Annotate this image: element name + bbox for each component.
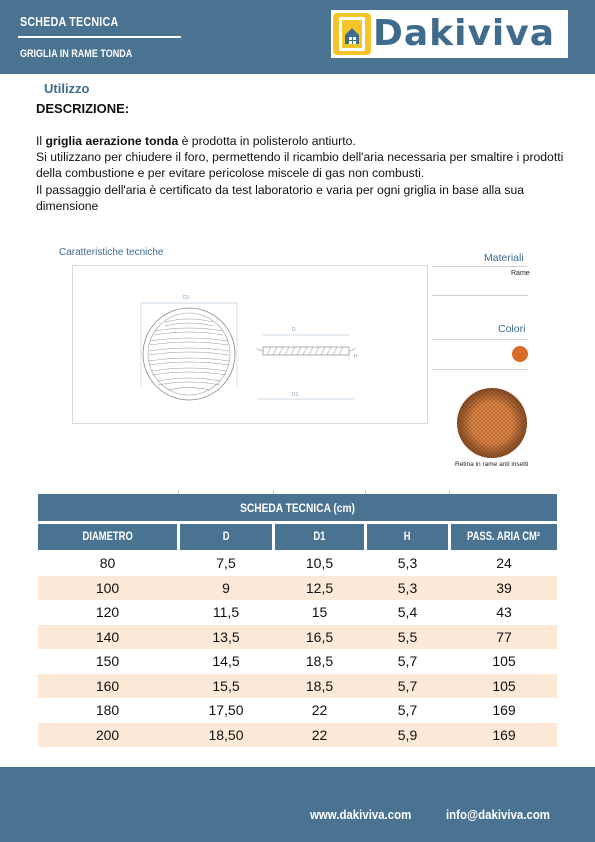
table-row bbox=[38, 698, 557, 722]
dim-d1-top: D1 bbox=[183, 295, 190, 301]
header-pass-aria bbox=[451, 524, 557, 550]
table-row bbox=[38, 625, 557, 649]
header-d bbox=[180, 524, 272, 550]
page-header bbox=[0, 0, 595, 74]
description-text: Il bbox=[36, 134, 46, 148]
title-divider bbox=[18, 36, 181, 38]
divider bbox=[432, 369, 528, 370]
divider bbox=[432, 295, 528, 296]
technical-label: Caratteristiche tecniche bbox=[59, 247, 164, 258]
description-line-3: Il passaggio dell'aria è certificato da test laboratorio e varia per ogni griglia in base alla sua dimensione bbox=[36, 182, 525, 213]
table-row bbox=[38, 576, 557, 600]
description-line-1 bbox=[36, 133, 571, 149]
cell-h: 5,4 bbox=[397, 604, 418, 620]
cell-diametro: 160 bbox=[95, 678, 120, 694]
cell-d1: 18,5 bbox=[305, 678, 334, 694]
page-footer bbox=[0, 767, 595, 842]
cell-pass-aria: 169 bbox=[492, 702, 516, 718]
description-line-2: Si utilizzano per chiudere il foro, permettendo il ricambio dell'aria necessaria per smaltire i prodotti della combustione e per evitare pericolose miscele di gas non combusti. bbox=[36, 150, 564, 181]
materials-label: Materiali bbox=[484, 252, 524, 264]
product-name-bold: griglia aerazione tonda bbox=[45, 134, 179, 148]
copper-mesh-image bbox=[456, 387, 528, 459]
header-label: PASS. ARIA CM² bbox=[467, 531, 541, 543]
table-title-bar bbox=[38, 494, 557, 521]
dim-h: H bbox=[354, 354, 358, 360]
table-title: SCHEDA TECNICA (cm) bbox=[240, 501, 355, 515]
email-link[interactable]: info@dakiviva.com bbox=[446, 807, 550, 822]
cell-pass-aria: 39 bbox=[496, 580, 512, 596]
dim-d: D bbox=[292, 327, 296, 333]
table-row bbox=[38, 649, 557, 673]
mesh-caption: Retina in rame anti insetti bbox=[455, 461, 529, 468]
cell-pass-aria: 105 bbox=[492, 678, 516, 694]
table-row bbox=[38, 600, 557, 624]
cell-d: 18,50 bbox=[208, 727, 244, 743]
copper-color-swatch bbox=[512, 346, 528, 362]
cell-diametro: 150 bbox=[95, 653, 120, 669]
cell-d1: 22 bbox=[311, 727, 328, 743]
document-title: SCHEDA TECNICA bbox=[20, 14, 119, 29]
description-heading: DESCRIZIONE: bbox=[36, 101, 130, 116]
cell-d1: 18,5 bbox=[305, 653, 334, 669]
cell-d: 17,50 bbox=[208, 702, 244, 718]
divider bbox=[432, 266, 528, 267]
cell-h: 5,9 bbox=[397, 727, 418, 743]
cell-d1: 22 bbox=[311, 702, 328, 718]
header-d1 bbox=[275, 524, 364, 550]
materials-value: Rame bbox=[511, 270, 530, 277]
cell-pass-aria: 43 bbox=[496, 604, 512, 620]
cell-d: 13,5 bbox=[212, 629, 240, 645]
cell-h: 5,5 bbox=[397, 629, 418, 645]
cell-d1: 16,5 bbox=[305, 629, 334, 645]
header-h bbox=[367, 524, 448, 550]
technical-drawing bbox=[72, 265, 428, 424]
cell-d: 9 bbox=[222, 580, 230, 596]
table-header-row bbox=[38, 524, 557, 550]
dim-d1-bottom: D1 bbox=[292, 392, 299, 398]
cell-d: 14,5 bbox=[212, 653, 240, 669]
cell-diametro: 140 bbox=[95, 629, 120, 645]
cell-h: 5,7 bbox=[397, 702, 418, 718]
section-title: Utilizzo bbox=[44, 81, 90, 96]
website-link[interactable]: www.dakiviva.com bbox=[310, 807, 412, 822]
table-row bbox=[38, 674, 557, 698]
product-subtitle: GRIGLIA IN RAME TONDA bbox=[20, 48, 133, 60]
cell-pass-aria: 169 bbox=[492, 727, 516, 743]
grille-drawing bbox=[73, 266, 427, 423]
cell-diametro: 120 bbox=[95, 604, 120, 620]
table-row bbox=[38, 551, 557, 575]
colors-label: Colori bbox=[498, 323, 526, 335]
description-body bbox=[36, 133, 571, 214]
header-diametro bbox=[38, 524, 177, 550]
header-label: D1 bbox=[313, 531, 326, 543]
cell-d: 11,5 bbox=[212, 604, 240, 620]
table-row bbox=[38, 723, 557, 747]
cell-h: 5,3 bbox=[397, 555, 418, 571]
cell-h: 5,3 bbox=[397, 580, 418, 596]
header-label: H bbox=[404, 531, 411, 543]
cell-pass-aria: 77 bbox=[496, 629, 512, 645]
cell-diametro: 180 bbox=[95, 702, 120, 718]
house-icon bbox=[333, 13, 371, 55]
header-label: D bbox=[222, 531, 230, 543]
header-label: DIAMETRO bbox=[82, 531, 133, 543]
cell-d1: 15 bbox=[311, 604, 328, 620]
cell-diametro: 100 bbox=[95, 580, 120, 596]
cell-d: 7,5 bbox=[216, 555, 236, 571]
cell-d1: 10,5 bbox=[305, 555, 334, 571]
cell-diametro: 80 bbox=[99, 555, 116, 571]
brand-name: Dakiviva bbox=[373, 13, 556, 54]
cell-diametro: 200 bbox=[95, 727, 120, 743]
cell-h: 5,7 bbox=[397, 653, 418, 669]
cell-pass-aria: 105 bbox=[492, 653, 516, 669]
cell-d1: 12,5 bbox=[305, 580, 334, 596]
description-text: è prodotta in polisterolo antiurto. bbox=[178, 134, 356, 148]
divider bbox=[432, 339, 528, 340]
cell-h: 5,7 bbox=[397, 678, 418, 694]
cell-pass-aria: 24 bbox=[496, 555, 512, 571]
brand-logo bbox=[331, 10, 568, 58]
cell-d: 15,5 bbox=[212, 678, 240, 694]
